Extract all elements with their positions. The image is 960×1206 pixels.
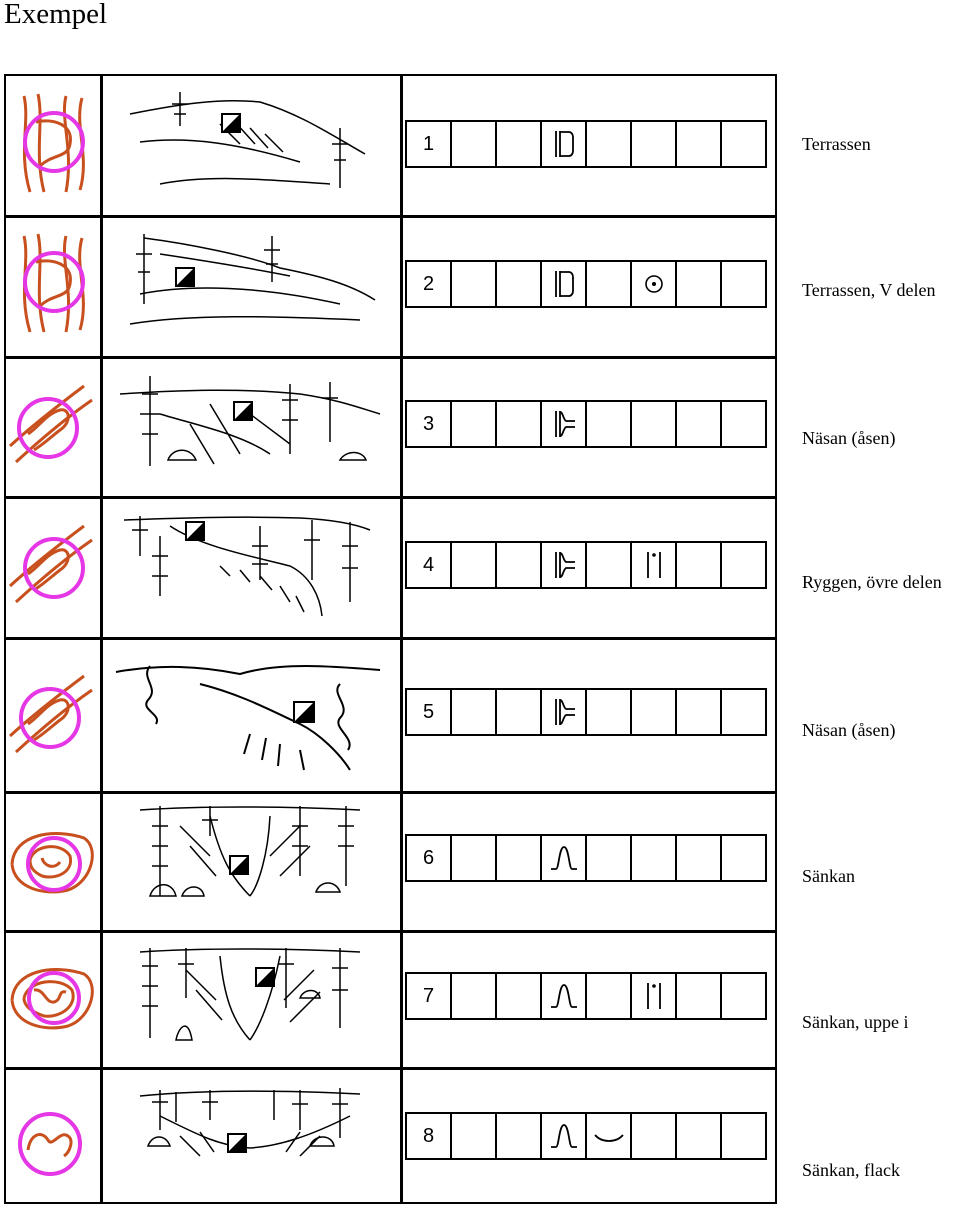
column-f xyxy=(587,1114,632,1158)
contour-map-icon xyxy=(4,514,96,618)
row-divider xyxy=(6,791,775,794)
control-number: 4 xyxy=(407,543,452,587)
column-c xyxy=(452,122,497,166)
circle-dot-icon xyxy=(639,267,669,301)
row-divider xyxy=(6,637,775,640)
feature-symbol xyxy=(542,1114,587,1158)
column-g xyxy=(632,262,677,306)
control-number: 1 xyxy=(407,122,452,166)
column-g xyxy=(632,974,677,1018)
column-g xyxy=(632,402,677,446)
column-h xyxy=(677,402,722,446)
column-f xyxy=(587,122,632,166)
column-i xyxy=(722,402,765,446)
control-number: 8 xyxy=(407,1114,452,1158)
spur-symbol-icon xyxy=(549,407,579,441)
column-h xyxy=(677,836,722,880)
row-description: Ryggen, övre delen xyxy=(802,572,942,592)
contour-map-icon xyxy=(4,664,96,768)
column-g xyxy=(632,836,677,880)
column-d xyxy=(497,974,542,1018)
symbol-strip xyxy=(405,834,767,882)
map-excerpt xyxy=(4,232,96,336)
symbol-strip xyxy=(405,541,767,589)
column-h xyxy=(677,262,722,306)
column-i xyxy=(722,974,765,1018)
map-excerpt xyxy=(4,92,96,196)
control-number: 7 xyxy=(407,974,452,1018)
terrain-sketch xyxy=(100,1076,396,1198)
depression-symbol-icon xyxy=(549,1119,579,1153)
row-description: Sänkan, uppe i xyxy=(802,1012,909,1032)
terrain-sketch xyxy=(100,84,396,206)
symbol-strip xyxy=(405,260,767,308)
column-c xyxy=(452,262,497,306)
column-f xyxy=(587,690,632,734)
column-c xyxy=(452,690,497,734)
feature-symbol xyxy=(542,543,587,587)
control-number: 5 xyxy=(407,690,452,734)
contour-map-icon xyxy=(4,1090,96,1194)
map-excerpt xyxy=(4,950,96,1054)
column-g xyxy=(632,122,677,166)
terrain-sketch xyxy=(100,224,396,346)
column-g xyxy=(632,1114,677,1158)
upper-part-icon xyxy=(639,548,669,582)
column-h xyxy=(677,974,722,1018)
terrain-sketch-image xyxy=(100,224,396,346)
row-divider xyxy=(6,1067,775,1070)
column-f xyxy=(587,262,632,306)
column-i xyxy=(722,690,765,734)
column-f xyxy=(587,836,632,880)
column-d xyxy=(497,836,542,880)
map-excerpt xyxy=(4,814,96,918)
column-i xyxy=(722,543,765,587)
row-description: Sänkan, flack xyxy=(802,1160,900,1180)
column-i xyxy=(722,122,765,166)
terrain-sketch xyxy=(100,506,396,628)
terrain-sketch-image xyxy=(100,936,396,1058)
row-divider xyxy=(6,215,775,218)
column-f xyxy=(587,974,632,1018)
contour-map-icon xyxy=(4,814,96,918)
column-d xyxy=(497,1114,542,1158)
contour-map-icon xyxy=(4,374,96,478)
feature-symbol xyxy=(542,974,587,1018)
control-number: 6 xyxy=(407,836,452,880)
terrain-sketch-image xyxy=(100,506,396,628)
symbol-strip xyxy=(405,972,767,1020)
column-c xyxy=(452,974,497,1018)
row-description: Terrassen, V delen xyxy=(802,280,936,300)
row-description: Terrassen xyxy=(802,134,871,154)
column-i xyxy=(722,1114,765,1158)
shallow-icon xyxy=(594,1119,624,1153)
terrain-sketch xyxy=(100,654,396,776)
column-c xyxy=(452,402,497,446)
column-d xyxy=(497,690,542,734)
contour-map-icon xyxy=(4,232,96,336)
feature-symbol xyxy=(542,122,587,166)
symbol-strip xyxy=(405,120,767,168)
upper-part-icon xyxy=(639,979,669,1013)
feature-symbol xyxy=(542,262,587,306)
depression-symbol-icon xyxy=(549,979,579,1013)
map-excerpt xyxy=(4,514,96,618)
terrain-sketch xyxy=(100,796,396,918)
row-description: Näsan (åsen) xyxy=(802,720,896,740)
terrain-sketch xyxy=(100,364,396,486)
map-excerpt xyxy=(4,1090,96,1194)
row-divider xyxy=(6,496,775,499)
feature-symbol xyxy=(542,836,587,880)
column-d xyxy=(497,262,542,306)
terrain-sketch-image xyxy=(100,654,396,776)
map-excerpt xyxy=(4,664,96,768)
terrace-symbol-icon xyxy=(549,267,579,301)
column-d xyxy=(497,402,542,446)
map-excerpt xyxy=(4,374,96,478)
control-number: 2 xyxy=(407,262,452,306)
spur-symbol-icon xyxy=(549,548,579,582)
feature-symbol xyxy=(542,690,587,734)
column-i xyxy=(722,262,765,306)
control-number: 3 xyxy=(407,402,452,446)
column-h xyxy=(677,543,722,587)
column-g xyxy=(632,690,677,734)
column-d xyxy=(497,543,542,587)
terrain-sketch-image xyxy=(100,84,396,206)
row-description: Näsan (åsen) xyxy=(802,428,896,448)
terrace-symbol-icon xyxy=(549,127,579,161)
contour-map-icon xyxy=(4,950,96,1054)
row-description: Sänkan xyxy=(802,866,855,886)
column-d xyxy=(497,122,542,166)
column-h xyxy=(677,122,722,166)
column-f xyxy=(587,402,632,446)
symbol-strip xyxy=(405,400,767,448)
row-divider xyxy=(6,356,775,359)
terrain-sketch xyxy=(100,936,396,1058)
column-c xyxy=(452,836,497,880)
terrain-sketch-image xyxy=(100,1076,396,1198)
column-g xyxy=(632,543,677,587)
page-title: Exempel xyxy=(4,0,108,30)
column-c xyxy=(452,1114,497,1158)
column-f xyxy=(587,543,632,587)
terrain-sketch-image xyxy=(100,364,396,486)
symbol-strip xyxy=(405,688,767,736)
terrain-sketch-image xyxy=(100,796,396,918)
column-i xyxy=(722,836,765,880)
spur-symbol-icon xyxy=(549,695,579,729)
feature-symbol xyxy=(542,402,587,446)
contour-map-icon xyxy=(4,92,96,196)
column-c xyxy=(452,543,497,587)
column-h xyxy=(677,1114,722,1158)
depression-symbol-icon xyxy=(549,841,579,875)
row-divider xyxy=(6,930,775,933)
column-h xyxy=(677,690,722,734)
symbol-strip xyxy=(405,1112,767,1160)
